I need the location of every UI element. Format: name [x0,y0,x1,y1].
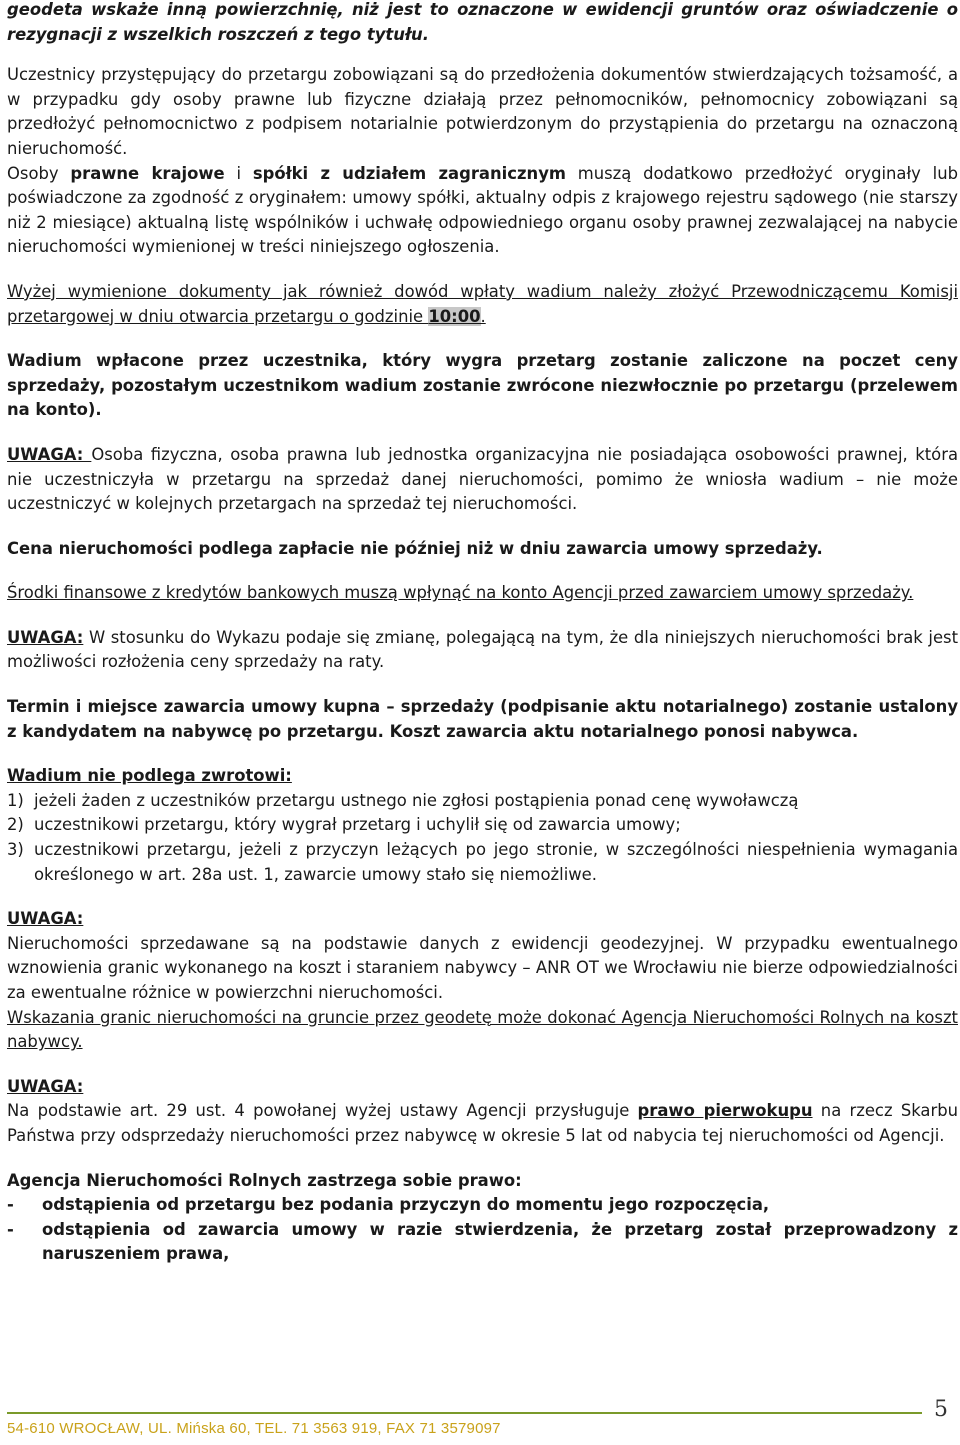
paragraph-wadium-wplacone: Wadium wpłacone przez uczestnika, który wygra przetarg zostanie zaliczone na poczet ceny sprzedaży, pozostałym uczestnikom wadium zostanie zwrócone niezwłocznie po przetargu (przelewem na konto). [7,351,958,420]
paragraph-nieruchomosci: Nieruchomości sprzedawane są na podstawie danych z ewidencji geodezyjnej. W przypadku ewentualnego wznowienia granic wykonanego na koszt i staraniem nabywcy – ANR OT we Wrocławiu nie bierze odpowiedzialności za ewentualne różnice w powierzchni nieruchomości. [7,933,958,1002]
text: . [480,306,486,326]
bold-text: spółki z udziałem zagranicznym [252,163,566,183]
list-item [7,1218,958,1267]
text: Wyżej wymienione dokumenty jak również dowód wpłaty wadium należy złożyć Przewodniczącemu Komisji przetargowej w dniu otwarcia przetargu o godzinie [7,281,958,326]
list-number: 1) [7,790,24,810]
paragraph-dokumenty [7,280,958,329]
uwaga-heading: UWAGA: [7,909,84,929]
list-text: odstąpienia od zawarcia umowy w razie stwierdzenia, że przetarg został przeprowadzony z naruszeniem prawa, [42,1219,958,1264]
bold-underlined-text: prawo pierwokupu [637,1101,813,1121]
text: Osoby [7,163,71,183]
time-highlight: 10:00 [428,306,481,326]
paragraph-uwaga-wykaz [7,626,958,675]
paragraph-termin: Termin i miejsce zawarcia umowy kupna – sprzedaży (podpisanie aktu notarialnego) zostanie ustalony z kandydatem na nabywcę po przetargu. Koszt zawarcia aktu notarialnego ponosi nabywca. [7,697,958,741]
paragraph-cena: Cena nieruchomości podlega zapłacie nie później niż w dniu zawarcia umowy sprzedaży. [7,538,823,558]
list-text: jeżeli żaden z uczestników przetargu ustnego nie zgłosi postąpienia ponad cenę wywoławczą [34,790,799,810]
paragraph-pierwokup [7,1099,958,1148]
paragraph-wskazania: Wskazania granic nieruchomości na gruncie przez geodetę może dokonać Agencja Nieruchomości Rolnych na koszt nabywcy. [7,1007,958,1052]
bold-text: prawne krajowe [70,163,225,183]
list-item [7,789,958,814]
text: Na podstawie art. 29 ust. 4 powołanej wyżej ustawy Agencji przysługuje [7,1101,638,1121]
text: Osoba fizyczna, osoba prawna lub jednostka organizacyjna nie posiadająca osobowości prawnej, która nie uczestniczyła w przetargu na sprzedaż danej nieruchomości, pomimo że wniosła wadium – nie może uczestniczyć w kolejnych przetargach na sprzedaż tej nieruchomości. [7,444,958,514]
list-dash: - [7,1195,14,1215]
list-text: odstąpienia od przetargu bez podania przyczyn do momentu jego rozpoczęcia, [42,1195,770,1215]
heading-agencja: Agencja Nieruchomości Rolnych zastrzega sobie prawo: [7,1170,522,1190]
text: i [224,163,253,183]
uwaga-heading: UWAGA: [7,1076,84,1096]
list-zastrzega [7,1193,958,1267]
text: muszą dodatkowo przedłożyć oryginały lub poświadczone za zgodność z oryginałem: umowy spółki, aktualny odpis z krajowego rejestru sądowego (nie starszy niż 2 miesiące) aktualną listę wspólników i uchwałę odpowiedniego organu osoby prawnej zezwalającej na nabycie nieruchomości wymienionej w treści niniejszego ogłoszenia. [7,163,958,257]
list-wadium [7,789,958,887]
list-text: uczestnikowi przetargu, który wygrał przetarg i uchylił się od zawarcia umowy; [34,815,681,835]
paragraph-geodeta: geodeta wskaże inną powierzchnię, niż jest to oznaczone w ewidencji gruntów oraz oświadczenie o rezygnacji z wszelkich roszczeń z tego tytułu. [7,0,958,44]
footer-rule [7,1412,922,1414]
paragraph-uwaga-osoba [7,443,958,517]
uwaga-label: UWAGA: [7,627,84,647]
list-item [7,838,958,887]
footer-address: 54-610 WROCŁAW, UL. Mińska 60, TEL. 71 3563 919, FAX 71 3579097 [7,1420,501,1437]
heading-wadium-nie-podlega: Wadium nie podlega zwrotowi: [7,766,292,786]
list-text: uczestnikowi przetargu, jeżeli z przyczyn leżących po jego stronie, w szczególności niespełnienia wymagania określonego w art. 28a ust. 1, zawarcie umowy stało się niemożliwe. [34,840,958,884]
document-page [7,0,958,1267]
paragraph-uczestnicy: Uczestnicy przystępujący do przetargu zobowiązani są do przedłożenia dokumentów stwierdzających tożsamość, a w przypadku gdy osoby prawne lub fizyczne działają przez pełnomocników, pełnomocnicy zobowiązani są przedłożyć pełnomocnictwo z podpisem notarialnie potwierdzonym do przystąpienia do przetargu na oznaczoną nieruchomość. [7,65,958,158]
uwaga-label: UWAGA: [7,444,92,464]
paragraph-srodki: Środki finansowe z kredytów bankowych muszą wpłynąć na konto Agencji przed zawarciem umowy sprzedaży. [7,583,914,603]
list-dash: - [7,1219,14,1239]
paragraph-osoby-prawne [7,162,958,260]
page-number: 5 [934,1397,948,1422]
text: na rzecz Skarbu Państwa przy odsprzedaży nieruchomości przez nabywcę w okresie 5 lat od nabycia tej nieruchomości od Agencji. [7,1101,958,1145]
list-item [7,1193,958,1218]
text: W stosunku do Wykazu podaje się zmianę, polegającą na tym, że dla niniejszych nieruchomości brak jest możliwości rozłożenia ceny sprzedaży na raty. [7,627,958,672]
list-number: 3) [7,840,24,860]
list-number: 2) [7,815,24,835]
list-item [7,813,958,838]
